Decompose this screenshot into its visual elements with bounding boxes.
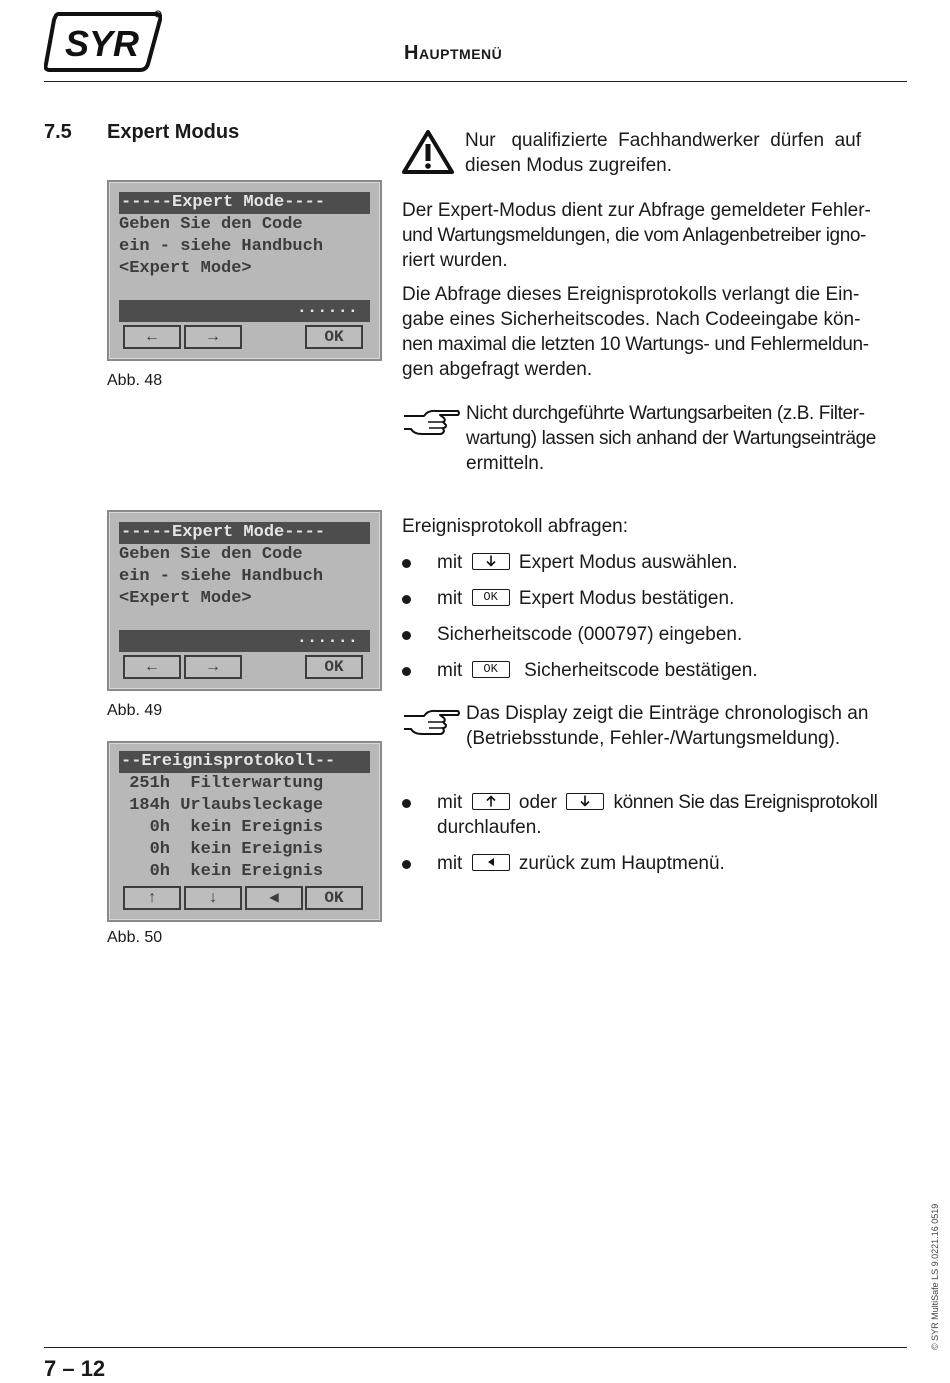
paragraph-intro: Der Expert-Modus dient zur Abfrage gemeldeter Fehler- und Wartungsmeldungen, die vom Anlagenbetreiber igno- riert wurden. [402, 200, 871, 271]
lcd-line: 184h Urlaubsleckage [119, 796, 324, 815]
lcd-line: ein - siehe Handbuch [119, 567, 324, 586]
lcd-up-button: ↑ [123, 886, 181, 910]
lcd-line: ein - siehe Handbuch [119, 237, 324, 256]
header-divider [44, 81, 907, 82]
figure-caption: Abb. 48 [107, 372, 163, 389]
down-key-icon [472, 553, 510, 570]
warning-text: Nur qualifizierte Fachhandwerker dürfen auf diesen Modus zugreifen. [465, 130, 862, 176]
lcd-line: -----Expert Mode---- [119, 522, 370, 544]
lcd-display-expert-mode [107, 180, 382, 361]
svg-text:SYR: SYR [64, 23, 140, 64]
note-maintenance: Nicht durchgeführte Wartungsarbeiten (z.B. Filter- wartung) lassen sich anhand der Wartungseinträge ermitteln. [466, 403, 876, 474]
lcd-down-button: ↓ [184, 886, 242, 910]
lcd-input-bar: ...... [119, 630, 370, 652]
lcd-right-button: → [184, 655, 242, 679]
bullet-dot [402, 631, 411, 640]
lcd-ok-button: OK [305, 886, 363, 910]
pointing-hand-icon [402, 406, 460, 438]
lcd-line: Geben Sie den Code [119, 545, 303, 564]
bullet-dot [402, 860, 411, 869]
syr-logo [44, 8, 162, 74]
bullet-dot [402, 559, 411, 568]
lcd-line: <Expert Mode> [119, 589, 252, 608]
page-number: 7 – 12 [44, 1356, 106, 1381]
lcd-line: Geben Sie den Code [119, 215, 303, 234]
section-number: 7.5 [44, 121, 72, 143]
down-key-icon [566, 793, 604, 810]
footer-divider [44, 1347, 907, 1348]
lcd-line: 0h kein Ereignis [119, 818, 324, 837]
lcd-left-button: ← [123, 325, 181, 349]
bullet-dot [402, 667, 411, 676]
page-header-title: Hauptmenü [404, 42, 503, 64]
lcd-right-button: → [184, 325, 242, 349]
lcd-display-event-log [107, 741, 382, 922]
procedure-heading: Ereignisprotokoll abfragen: [402, 516, 629, 537]
pointing-hand-icon [402, 706, 460, 738]
section-title: Expert Modus [107, 121, 240, 143]
lcd-display-expert-mode [107, 510, 382, 691]
lcd-line: 251h Filterwartung [119, 774, 324, 793]
lcd-left-button: ← [123, 655, 181, 679]
lcd-ok-button: OK [305, 325, 363, 349]
paragraph-code: Die Abfrage dieses Ereignisprotokolls verlangt die Ein- gabe eines Sicherheitscodes. Nach Codeeingabe kön- nen maximal die letzten 10 Wartungs- und Fehlermeldun- gen abgefragt werden. [402, 284, 869, 380]
lcd-ok-button: OK [305, 655, 363, 679]
lcd-back-button: ◀ [245, 886, 303, 910]
document-reference: © SYR MultiSafe LS 9.0221.16 0519 [930, 1203, 940, 1350]
figure-caption: Abb. 50 [107, 929, 163, 946]
bullet-dot [402, 595, 411, 604]
note-display: Das Display zeigt die Einträge chronologisch an (Betriebsstunde, Fehler-/Wartungsmeldung). [466, 703, 869, 749]
warning-triangle-icon [402, 129, 454, 175]
lcd-line: -----Expert Mode---- [119, 192, 370, 214]
lcd-input-bar: ...... [119, 300, 370, 322]
lcd-line: --Ereignisprotokoll-- [119, 751, 370, 773]
bullet-dot [402, 799, 411, 808]
ok-key-icon: OK [472, 661, 510, 678]
figure-caption: Abb. 49 [107, 702, 163, 719]
lcd-line: 0h kein Ereignis [119, 840, 324, 859]
back-key-icon [472, 854, 510, 871]
up-key-icon [472, 793, 510, 810]
lcd-line: <Expert Mode> [119, 259, 252, 278]
lcd-line: 0h kein Ereignis [119, 862, 324, 881]
ok-key-icon: OK [472, 589, 510, 606]
